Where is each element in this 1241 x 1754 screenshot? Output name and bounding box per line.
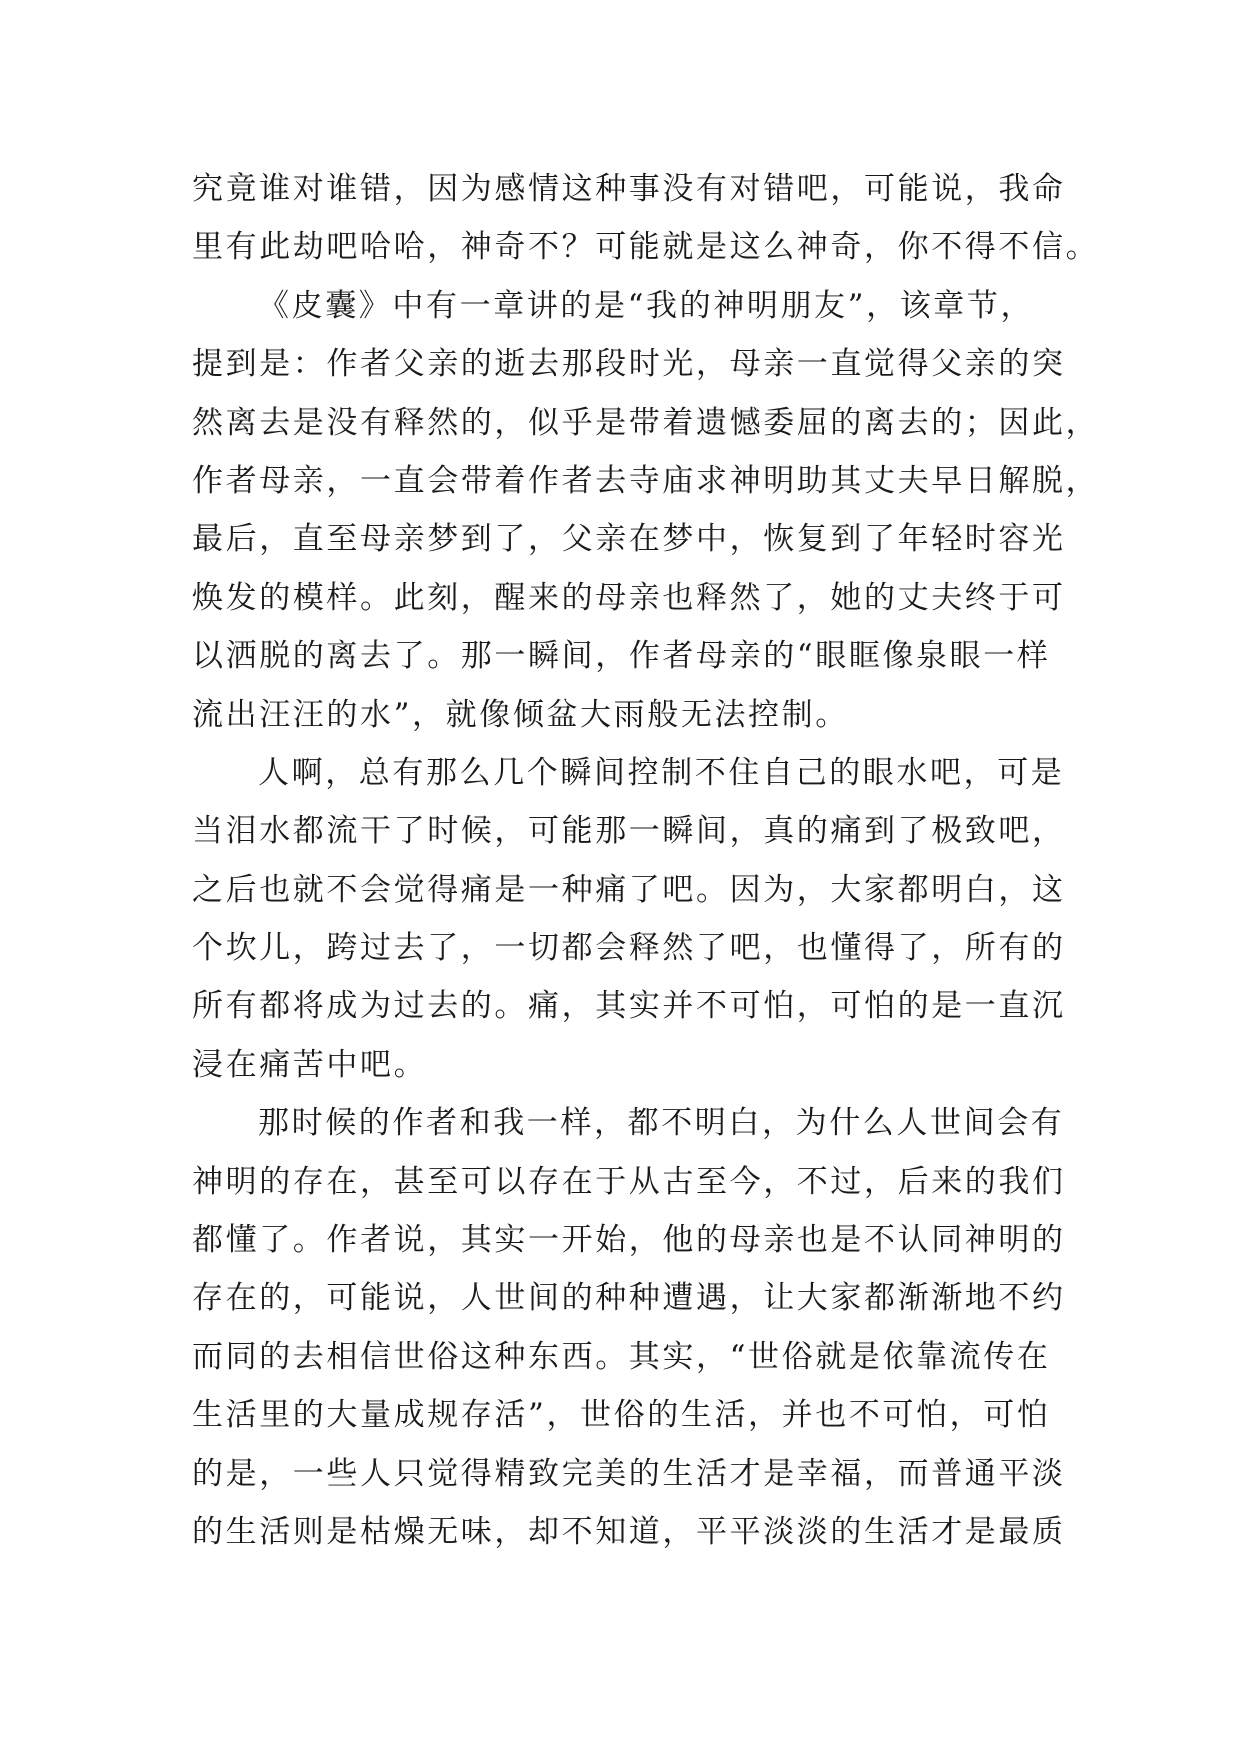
text-line: 个坎儿，跨过去了，一切都会释然了吧，也懂得了，所有的 (192, 930, 1066, 967)
text-line: 然离去是没有释然的，似乎是带着遗憾委屈的离去的；因此， (192, 404, 1100, 441)
paragraph-first-line: 《皮囊》中有一章讲的是“我的神明朋友”，该章节， (258, 287, 1035, 324)
text-line: 当泪水都流干了时候，可能那一瞬间，真的痛到了极致吧， (192, 813, 1066, 850)
text-line: 神明的存在，甚至可以存在于从古至今，不过，后来的我们 (192, 1163, 1066, 1200)
text-line: 里有此劫吧哈哈，神奇不？可能就是这么神奇，你不得不信。 (192, 229, 1100, 266)
text-line: 而同的去相信世俗这种东西。其实，“世俗就是依靠流传在 (192, 1338, 1051, 1375)
text-line: 焕发的模样。此刻，醒来的母亲也释然了，她的丈夫终于可 (192, 579, 1066, 616)
text-line: 提到是：作者父亲的逝去那段时光，母亲一直觉得父亲的突 (192, 346, 1066, 383)
text-line: 流出汪汪的水”，就像倾盆大雨般无法控制。 (192, 696, 849, 733)
text-line: 浸在痛苦中吧。 (192, 1046, 428, 1083)
text-line: 存在的，可能说，人世间的种种遭遇，让大家都渐渐地不约 (192, 1280, 1066, 1317)
text-line: 最后，直至母亲梦到了，父亲在梦中，恢复到了年轻时容光 (192, 521, 1066, 558)
text-line: 的是，一些人只觉得精致完美的生活才是幸福，而普通平淡 (192, 1455, 1066, 1492)
paragraph-first-line: 那时候的作者和我一样，都不明白，为什么人世间会有 (258, 1105, 1065, 1142)
paragraph-first-line: 人啊，总有那么几个瞬间控制不住自己的眼水吧，可是 (258, 754, 1065, 791)
document-body (192, 160, 1100, 1561)
text-line: 之后也就不会觉得痛是一种痛了吧。因为，大家都明白，这 (192, 871, 1066, 908)
text-line: 的生活则是枯燥无味，却不知道，平平淡淡的生活才是最质 (192, 1513, 1066, 1550)
text-line: 生活里的大量成规存活”，世俗的生活，并也不可怕，可怕 (192, 1397, 1051, 1434)
text-line: 究竟谁对谁错，因为感情这种事没有对错吧，可能说，我命 (192, 171, 1066, 207)
text-line: 所有都将成为过去的。痛，其实并不可怕，可怕的是一直沉 (192, 988, 1066, 1025)
text-line: 以洒脱的离去了。那一瞬间，作者母亲的“眼眶像泉眼一样 (192, 638, 1051, 675)
text-line: 作者母亲，一直会带着作者去寺庙求神明助其丈夫早日解脱， (192, 462, 1100, 499)
text-line: 都懂了。作者说，其实一开始，他的母亲也是不认同神明的 (192, 1222, 1066, 1259)
